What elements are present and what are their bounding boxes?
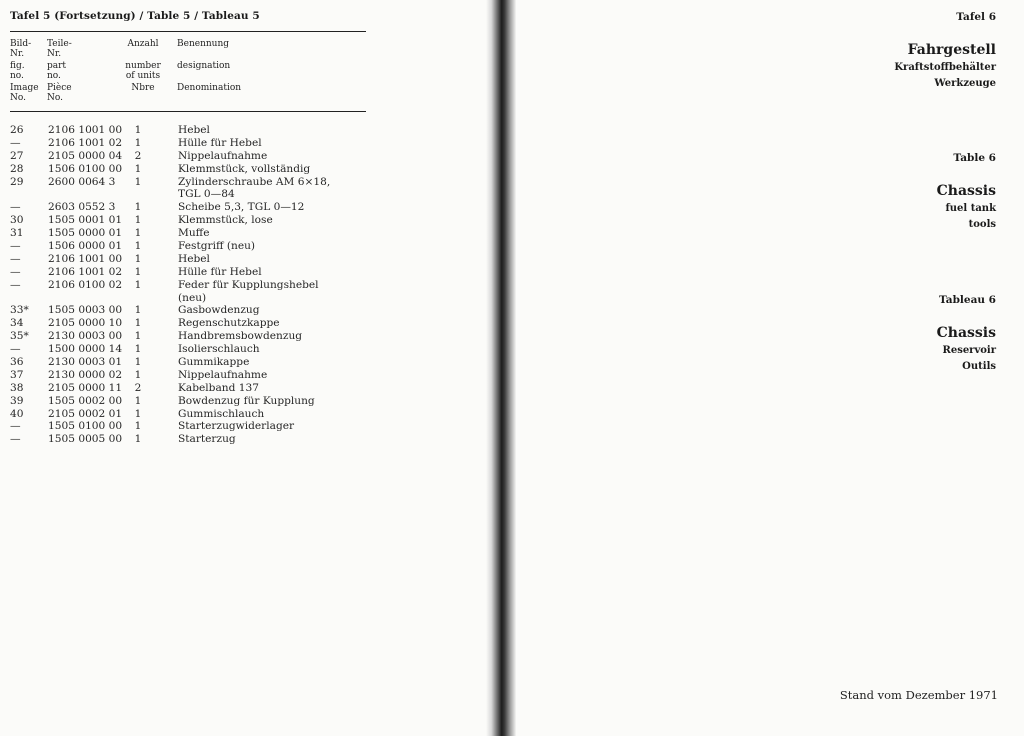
quantity: 1	[134, 407, 142, 420]
table-row	[10, 253, 366, 266]
header-qty-de: Anzahl	[127, 39, 159, 49]
quantity: 2	[134, 149, 142, 162]
table-number-fr: Tableau 6	[938, 294, 996, 306]
table-title: Tafel 5 (Fortsetzung) / Table 5 / Tableau 5	[10, 10, 260, 22]
right-page	[516, 0, 1024, 736]
fig-number: 28	[10, 162, 24, 175]
quantity: 1	[134, 252, 142, 265]
fig-number: —	[10, 252, 21, 265]
quantity: 1	[134, 265, 142, 278]
quantity: 1	[134, 175, 142, 188]
parts-list	[10, 124, 366, 446]
fig-number: —	[10, 278, 21, 291]
table-row	[10, 201, 366, 214]
fig-number: 30	[10, 214, 24, 227]
part-name: Starterzug	[178, 433, 236, 446]
part-number: 2130 0003 00	[48, 330, 123, 343]
part-name: Zylinderschraube AM 6×18,	[178, 175, 331, 188]
section-heading-fr: Chassis	[936, 325, 996, 341]
table-row	[10, 382, 366, 395]
part-number: 1505 0100 00	[48, 420, 123, 433]
table-row	[10, 163, 366, 176]
part-name: Scheibe 5,3, TGL 0—12	[178, 201, 305, 214]
table-row	[10, 214, 366, 227]
part-number: 1505 0000 01	[48, 227, 123, 240]
header-name-de: Benennung	[177, 39, 230, 49]
section-line1-en: fuel tank	[945, 203, 996, 214]
fig-number: —	[10, 433, 21, 446]
header-part-no-en: part no.	[47, 61, 67, 81]
header-fig-no-fr: Image No.	[10, 83, 39, 103]
part-number: 2130 0003 01	[48, 356, 123, 369]
table-row	[10, 279, 366, 292]
table-number-de: Tafel 6	[956, 11, 996, 23]
book-spine	[486, 0, 516, 736]
quantity: 1	[134, 162, 142, 175]
part-number: 1500 0000 14	[48, 343, 123, 356]
part-name: Feder für Kupplungshebel	[178, 278, 319, 291]
part-number: 2106 1001 00	[48, 124, 123, 136]
fig-number: 37	[10, 368, 24, 381]
part-name: Gummischlauch	[178, 407, 265, 420]
table-row	[10, 343, 366, 356]
quantity: 2	[134, 381, 142, 394]
part-number: 1505 0003 00	[48, 304, 123, 317]
part-name: Hebel	[178, 124, 210, 136]
part-number: 1505 0002 00	[48, 394, 123, 407]
fig-number: —	[10, 201, 21, 214]
part-number: 2106 1001 02	[48, 136, 123, 149]
part-name: Kabelband 137	[178, 381, 259, 394]
part-number: 2105 0000 04	[48, 149, 123, 162]
fig-number: 39	[10, 394, 24, 407]
part-name: Hülle für Hebel	[178, 136, 262, 149]
section-line1-fr: Reservoir	[942, 345, 996, 356]
fig-number: 31	[10, 227, 24, 240]
part-number: 1506 0100 00	[48, 162, 123, 175]
section-heading-de: Fahrgestell	[907, 42, 996, 58]
part-name: Gummikappe	[178, 356, 250, 369]
part-name: Nippelaufnahme	[178, 368, 268, 381]
part-name: Hebel	[178, 252, 210, 265]
table-row	[10, 330, 366, 343]
fig-number: 38	[10, 381, 24, 394]
part-number: 1506 0000 01	[48, 240, 123, 253]
section-line2-en: tools	[968, 219, 996, 230]
quantity: 1	[134, 136, 142, 149]
quantity: 1	[134, 214, 142, 227]
header-name-en: designation	[177, 61, 231, 71]
part-name: Klemmstück, vollständig	[178, 162, 311, 175]
table-row	[10, 150, 366, 163]
part-name: Bowdenzug für Kupplung	[178, 394, 315, 407]
quantity: 1	[134, 317, 142, 330]
quantity: 1	[134, 227, 142, 240]
quantity: 1	[134, 240, 142, 253]
part-name: Hülle für Hebel	[178, 265, 262, 278]
table-row	[10, 292, 366, 305]
header-name-fr: Denomination	[177, 83, 242, 93]
part-number: 2603 0552 3	[48, 201, 116, 214]
header-part-no-fr: Pièce No.	[47, 83, 72, 103]
part-name: Festgriff (neu)	[178, 240, 256, 253]
part-name: Muffe	[178, 227, 210, 240]
table-row	[10, 408, 366, 421]
header-fig-no-en: fig. no.	[10, 61, 25, 81]
quantity: 1	[134, 124, 142, 136]
header-fig-no-de: Bild- Nr.	[10, 39, 32, 59]
fig-number: 33*	[10, 304, 29, 317]
part-number: 2105 0000 10	[48, 317, 123, 330]
fig-number: 36	[10, 356, 24, 369]
part-number: 1505 0005 00	[48, 433, 123, 446]
header-part-no-de: Teile- Nr.	[47, 39, 72, 59]
quantity: 1	[134, 368, 142, 381]
quantity: 1	[134, 433, 142, 446]
header-bottom-rule	[10, 111, 366, 112]
quantity: 1	[134, 356, 142, 369]
fig-number: —	[10, 136, 21, 149]
header-qty-en: number of units	[125, 61, 161, 81]
table-row	[10, 317, 366, 330]
footer-date: Stand vom Dezember 1971	[839, 688, 998, 702]
part-name: (neu)	[178, 291, 207, 304]
table-row	[10, 124, 366, 137]
part-name: Nippelaufnahme	[178, 149, 268, 162]
fig-number: —	[10, 420, 21, 433]
part-number: 2105 0000 11	[48, 381, 123, 394]
quantity: 1	[134, 343, 142, 356]
quantity: 1	[134, 278, 142, 291]
table-row	[10, 369, 366, 382]
part-number: 2106 1001 02	[48, 265, 123, 278]
section-heading-en: Chassis	[936, 183, 996, 199]
part-number: 1505 0001 01	[48, 214, 123, 227]
table-row	[10, 137, 366, 150]
part-number: 2105 0002 01	[48, 407, 123, 420]
header-qty-fr: Nbre	[131, 83, 155, 93]
quantity: 1	[134, 420, 142, 433]
part-number: 2106 1001 00	[48, 252, 123, 265]
table-row	[10, 304, 366, 317]
table-row	[10, 356, 366, 369]
table-row	[10, 240, 366, 253]
part-name: Klemmstück, lose	[178, 214, 273, 227]
fig-number: —	[10, 240, 21, 253]
table-row	[10, 188, 366, 201]
table-row	[10, 433, 366, 446]
part-name: Regenschutzkappe	[178, 317, 280, 330]
table-row	[10, 395, 366, 408]
quantity: 1	[134, 304, 142, 317]
table-row	[10, 176, 366, 189]
fig-number: 26	[10, 124, 24, 136]
fig-number: 27	[10, 149, 24, 162]
table-row	[10, 227, 366, 240]
fig-number: 35*	[10, 330, 29, 343]
part-name: Isolierschlauch	[178, 343, 260, 356]
left-page	[0, 0, 486, 736]
section-line2-fr: Outils	[962, 361, 996, 372]
table-number-en: Table 6	[953, 152, 996, 164]
section-line2-de: Werkzeuge	[934, 78, 996, 89]
part-name: Gasbowdenzug	[178, 304, 260, 317]
part-number: 2600 0064 3	[48, 175, 116, 188]
fig-number: 29	[10, 175, 24, 188]
table-row	[10, 420, 366, 433]
table-row	[10, 266, 366, 279]
part-name: Handbremsbowdenzug	[178, 330, 303, 343]
part-name: TGL 0—84	[178, 188, 235, 201]
quantity: 1	[134, 330, 142, 343]
section-line1-de: Kraftstoffbehälter	[894, 62, 996, 73]
part-number: 2106 0100 02	[48, 278, 123, 291]
part-number: 2130 0000 02	[48, 368, 123, 381]
fig-number: 34	[10, 317, 24, 330]
fig-number: —	[10, 265, 21, 278]
fig-number: —	[10, 343, 21, 356]
fig-number: 40	[10, 407, 24, 420]
quantity: 1	[134, 394, 142, 407]
quantity: 1	[134, 201, 142, 214]
header-top-rule	[10, 31, 366, 32]
part-name: Starterzugwiderlager	[178, 420, 295, 433]
